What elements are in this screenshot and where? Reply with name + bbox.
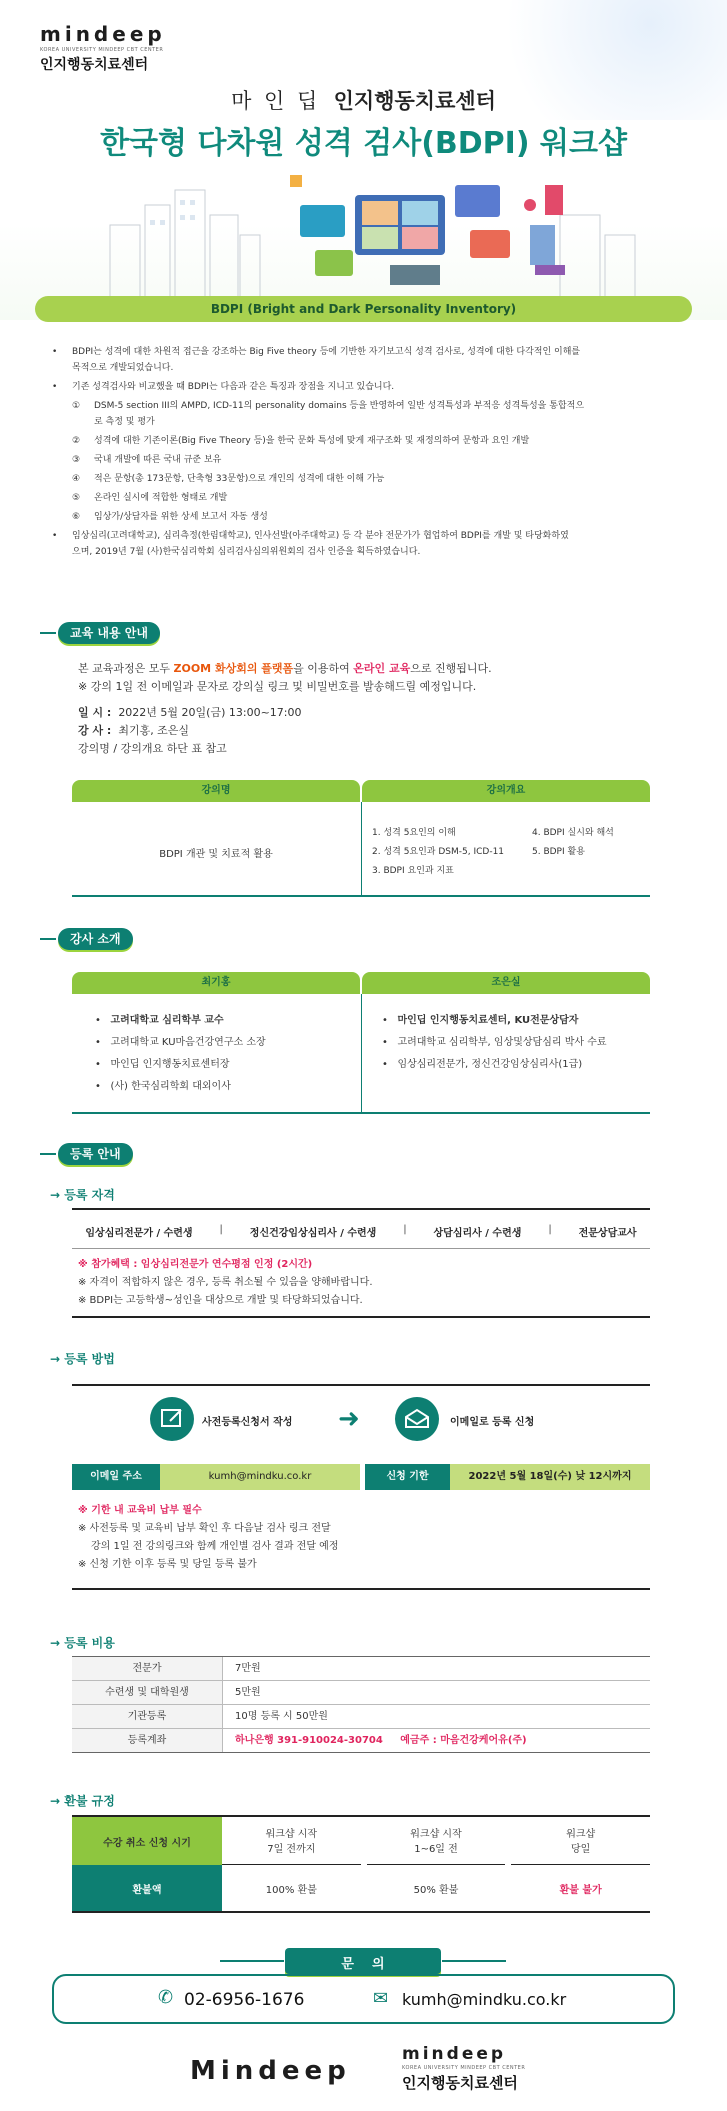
- title-small-a: 마 인 딥: [231, 89, 321, 113]
- email-label: 이메일 주소: [72, 1464, 160, 1490]
- edu-line-2: ※ 강의 1일 전 이메일과 문자로 강의실 링크 및 비밀번호를 발송해드릴 예정입니다.: [78, 680, 477, 693]
- instructor-2-item: • 고려대학교 심리학부, 임상및상담심리 박사 수료: [382, 1037, 607, 1048]
- title-small: [0, 85, 727, 115]
- section-tag-instructors: 강사 소개: [58, 928, 133, 950]
- title-small-b: 인지행동치료센터: [333, 89, 496, 113]
- instructor-1-item: • 고려대학교 심리학부 교수: [95, 1015, 224, 1026]
- logo-center-name: 인지행동치료센터: [40, 57, 149, 73]
- qualification-item: 임상심리전문가 / 수련생: [85, 1228, 193, 1239]
- arrow-right-icon: →: [50, 1794, 65, 1808]
- instructor-1-list: [95, 1010, 266, 1098]
- step-2-label: 이메일로 등록 신청: [450, 1417, 535, 1428]
- refund-row-amount: 환불액 100% 환불 50% 환불 환불 불가: [72, 1865, 650, 1913]
- feature-item-6: ⑥ 임상가/상담자를 위한 상세 보고서 자동 생성: [72, 512, 268, 522]
- edu-date: 일 시 : 2022년 5월 20일(금) 13:00~17:00: [78, 706, 302, 719]
- edu-info: [78, 660, 492, 758]
- subhead-method: → 등록 방법: [50, 1352, 115, 1366]
- intro-bullet-3: • 임상심리(고려대학교), 심리측정(한림대학교), 인사선발(아주대학교) 등 각 분야 전문가가 협업하여 BDPI를 개발 및 타당화하였 으며, 2019년 7월 (사)한국심리학회 심리검사심의위원회의 검사 인증을 획득하였습니다.: [52, 531, 569, 557]
- instructor-2-item: • 임상심리전문가, 정신건강임상심리사(1급): [382, 1059, 583, 1070]
- form-icon: [150, 1397, 194, 1441]
- email-icon: [395, 1397, 439, 1441]
- subhead-qualification: → 등록 자격: [50, 1188, 115, 1202]
- edu-lecturer: 강 사 : 최기홍, 조은실: [78, 724, 190, 737]
- qual-note-3: ※ BDPI는 고등학생~성인을 대상으로 개발 및 타당화되었습니다.: [78, 1295, 363, 1306]
- logo: mindeep: [40, 22, 166, 46]
- overview-item-1: 1. 성격 5요인의 이해: [372, 828, 456, 838]
- course-name: BDPI 개관 및 치료적 활용: [159, 849, 273, 860]
- feature-item-3: ③ 국내 개발에 따른 국내 규준 보유: [72, 455, 222, 465]
- method-note-2: ※ 사전등록 및 교육비 납부 확인 후 다음날 검사 링크 전달: [78, 1523, 331, 1534]
- section-tag-registration: 등록 안내: [58, 1143, 133, 1165]
- instructor-1-item: • 마인딥 인지행동치료센터장: [95, 1059, 230, 1070]
- edu-note: 강의명 / 강의개요 하단 표 참고: [78, 742, 227, 755]
- arrow-right-icon: →: [50, 1352, 65, 1366]
- mail-icon: ✉: [373, 1988, 389, 2009]
- instructor-2-item: • 마인딥 인지행동치료센터, KU전문상담자: [382, 1015, 579, 1026]
- subhead-refund: → 환불 규정: [50, 1794, 115, 1808]
- fee-row: 기관등록 10명 등록 시 50만원: [72, 1705, 650, 1729]
- fee-table: [72, 1657, 650, 1753]
- deadline-label: 신청 기한: [365, 1464, 450, 1490]
- email-value[interactable]: kumh@mindku.co.kr: [160, 1464, 360, 1490]
- qual-note-2: ※ 자격이 적합하지 않은 경우, 등록 취소될 수 있음을 양해바랍니다.: [78, 1277, 373, 1288]
- account-owner: 예금주 : 마음건강케어유(주): [400, 1735, 527, 1746]
- feature-item-1: ① DSM-5 section III의 AMPD, ICD-11의 personality domains 등을 반영하여 일반 성격특성과 부적응 성격특성을 통합적으 로 측정 및 평가: [72, 401, 585, 427]
- page-title: 한국형 다차원 성격 검사(BDPI) 워크샵: [100, 126, 627, 161]
- instructor-1-item: • (사) 한국심리학회 대외이사: [95, 1081, 231, 1092]
- logo-subtitle: KOREA UNIVERSITY MINDEEP CBT CENTER: [40, 47, 164, 53]
- bdpi-banner-label: BDPI (Bright and Dark Personality Inventory): [210, 302, 517, 316]
- instructor-header-1: 최기홍: [72, 972, 360, 994]
- qualification-item: 상담심리사 / 수련생: [433, 1228, 522, 1239]
- edu-line-1: 본 교육과정은 모두 ZOOM 화상회의 플랫폼을 이용하여 온라인 교육으로 진행됩니다.: [78, 662, 492, 675]
- footer-center-name: 인지행동치료센터: [402, 2074, 518, 2092]
- benefit-note: ※ 참가혜택 : 임상심리전문가 연수평점 인정 (2시간): [78, 1259, 313, 1270]
- instructor-2-list: [382, 1010, 607, 1076]
- fee-row: 전문가 7만원: [72, 1657, 650, 1681]
- city-illustration: [90, 165, 650, 300]
- contact-phone[interactable]: 02-6956-1676: [184, 1990, 305, 2010]
- feature-item-5: ⑤ 온라인 실시에 적합한 형태로 개발: [72, 493, 228, 503]
- method-notes: [78, 1502, 339, 1574]
- contact-email[interactable]: kumh@mindku.co.kr: [402, 1990, 567, 2009]
- overview-item-4: 4. BDPI 실시와 해석: [532, 828, 614, 838]
- bank-account: 하나은행 391-910024-30704: [235, 1735, 383, 1746]
- qualification-item: 전문상담교사: [578, 1228, 637, 1239]
- intro-bullet-2: • 기존 성격검사와 비교했을 때 BDPI는 다음과 같은 특징과 장점을 지니고 있습니다.: [52, 382, 395, 392]
- intro-feature-list: [42, 398, 682, 525]
- overview-item-5: 5. BDPI 활용: [532, 847, 585, 857]
- qualification-list: 임상심리전문가 / 수련생 | 정신건강임상심리사 / 수련생 | 상담심리사 / 수련생 | 전문상담교사: [85, 1224, 637, 1239]
- course-table-header-2: 강의개요: [362, 780, 650, 802]
- arrow-right-icon: →: [50, 1188, 65, 1202]
- instructor-header-2: 조은실: [362, 972, 650, 994]
- refund-table: [72, 1815, 650, 1913]
- contact-tag: 문 의: [341, 1957, 385, 1972]
- footer-logo: mindeep: [402, 2044, 507, 2064]
- contact-box: [52, 1974, 675, 2024]
- intro-block: [42, 344, 682, 560]
- feature-item-2: ② 성격에 대한 기존이론(Big Five Theory 등)을 한국 문화 특성에 맞게 재구조화 및 재정의하여 문항과 요인 개발: [72, 436, 530, 446]
- arrow-right-icon: ➜: [338, 1404, 360, 1434]
- intro-bullet-1: • BDPI는 성격에 대한 차원적 접근을 강조하는 Big Five theory 등에 기반한 자기보고식 성격 검사로, 성격에 대한 다각적인 이해를 목적으로 개발되었습니다.: [52, 347, 581, 373]
- overview-item-2: 2. 성격 5요인과 DSM-5, ICD-11: [372, 847, 505, 857]
- method-note-4: ※ 신청 기한 이후 등록 및 당일 등록 불가: [78, 1559, 257, 1570]
- instructor-1-item: • 고려대학교 KU마음건강연구소 소장: [95, 1037, 266, 1048]
- qualification-notes: [78, 1256, 373, 1310]
- payment-note: ※ 기한 내 교육비 납부 필수: [78, 1505, 202, 1516]
- refund-row-period: 수강 취소 신청 시기 워크샵 시작 7일 전까지 워크샵 시작 1~6일 전 워크샵 당일: [72, 1815, 650, 1865]
- fee-row: 수련생 및 대학원생 5만원: [72, 1681, 650, 1705]
- feature-item-4: ④ 적은 문항(총 173문항, 단축형 33문항)으로 개인의 성격에 대한 이해 가능: [72, 474, 385, 484]
- deadline-value: 2022년 5월 18일(수) 낮 12시까지: [450, 1464, 650, 1490]
- footer-wordmark: Mindeep: [190, 2056, 351, 2086]
- step-1-label: 사전등록신청서 작성: [202, 1417, 293, 1428]
- qualification-item: 정신건강임상심리사 / 수련생: [249, 1228, 377, 1239]
- method-note-3: 강의 1일 전 강의링크와 함께 개인별 검사 결과 전달 예정: [91, 1541, 339, 1552]
- arrow-right-icon: →: [50, 1636, 65, 1650]
- phone-icon: ✆: [158, 1987, 174, 2008]
- fee-row-account: 등록계좌 하나은행 391-910024-30704 예금주 : 마음건강케어유(주): [72, 1729, 650, 1753]
- overview-item-3: 3. BDPI 요인과 지표: [372, 866, 454, 876]
- footer-logo-subtitle: KOREA UNIVERSITY MINDEEP CBT CENTER: [402, 2065, 526, 2071]
- section-tag-edu: 교육 내용 안내: [58, 622, 160, 644]
- course-table-header-1: 강의명: [72, 780, 360, 802]
- subhead-fee: → 등록 비용: [50, 1636, 115, 1650]
